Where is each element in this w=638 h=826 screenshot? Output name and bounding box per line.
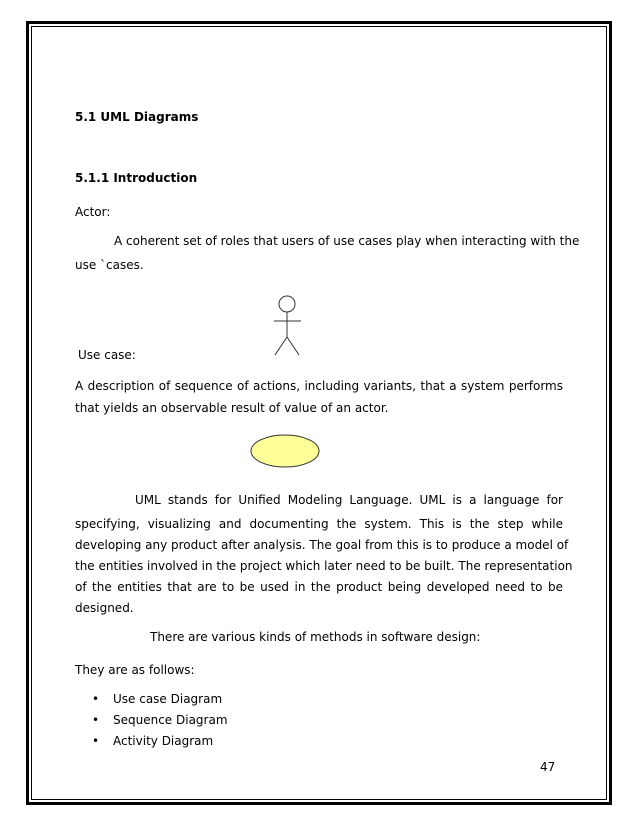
- actor-definition-line1: A coherent set of roles that users of use cases play when interacting with the: [114, 234, 580, 248]
- list-item-label: Sequence Diagram: [113, 713, 228, 727]
- use-case-definition-line2: that yields an observable result of value of an actor.: [75, 401, 389, 415]
- page-number: 47: [540, 760, 556, 774]
- list-item-label: Use case Diagram: [113, 692, 223, 706]
- uml-paragraph-line3: developing any product after analysis. The goal from this is to produce a model of: [75, 538, 569, 552]
- uml-paragraph-line5: of the entities that are to be used in the product being developed need to be: [75, 580, 563, 594]
- actor-stick-figure-icon: [268, 294, 306, 358]
- bullet-icon: •: [92, 692, 100, 706]
- actor-definition-line2: use `cases.: [75, 258, 144, 272]
- actor-label: Actor:: [75, 205, 111, 219]
- section-heading: 5.1 UML Diagrams: [75, 110, 199, 124]
- subsection-heading: 5.1.1 Introduction: [75, 171, 198, 185]
- uml-paragraph-line2: specifying, visualizing and documenting the system. This is the step while: [75, 517, 563, 531]
- uml-paragraph-line1: UML stands for Unified Modeling Language. UML is a language for: [135, 493, 563, 507]
- use-case-ellipse-icon: [249, 433, 321, 469]
- use-case-label: Use case:: [78, 348, 136, 362]
- uml-paragraph-line6: designed.: [75, 601, 134, 615]
- use-case-definition-line1: A description of sequence of actions, including variants, that a system performs: [75, 379, 563, 393]
- uml-paragraph-line4: the entities involved in the project which later need to be built. The representation: [75, 559, 573, 573]
- list-intro: They are as follows:: [75, 663, 195, 677]
- methods-intro: There are various kinds of methods in software design:: [150, 630, 481, 644]
- bullet-icon: •: [92, 713, 100, 727]
- list-item-label: Activity Diagram: [113, 734, 214, 748]
- bullet-icon: •: [92, 734, 100, 748]
